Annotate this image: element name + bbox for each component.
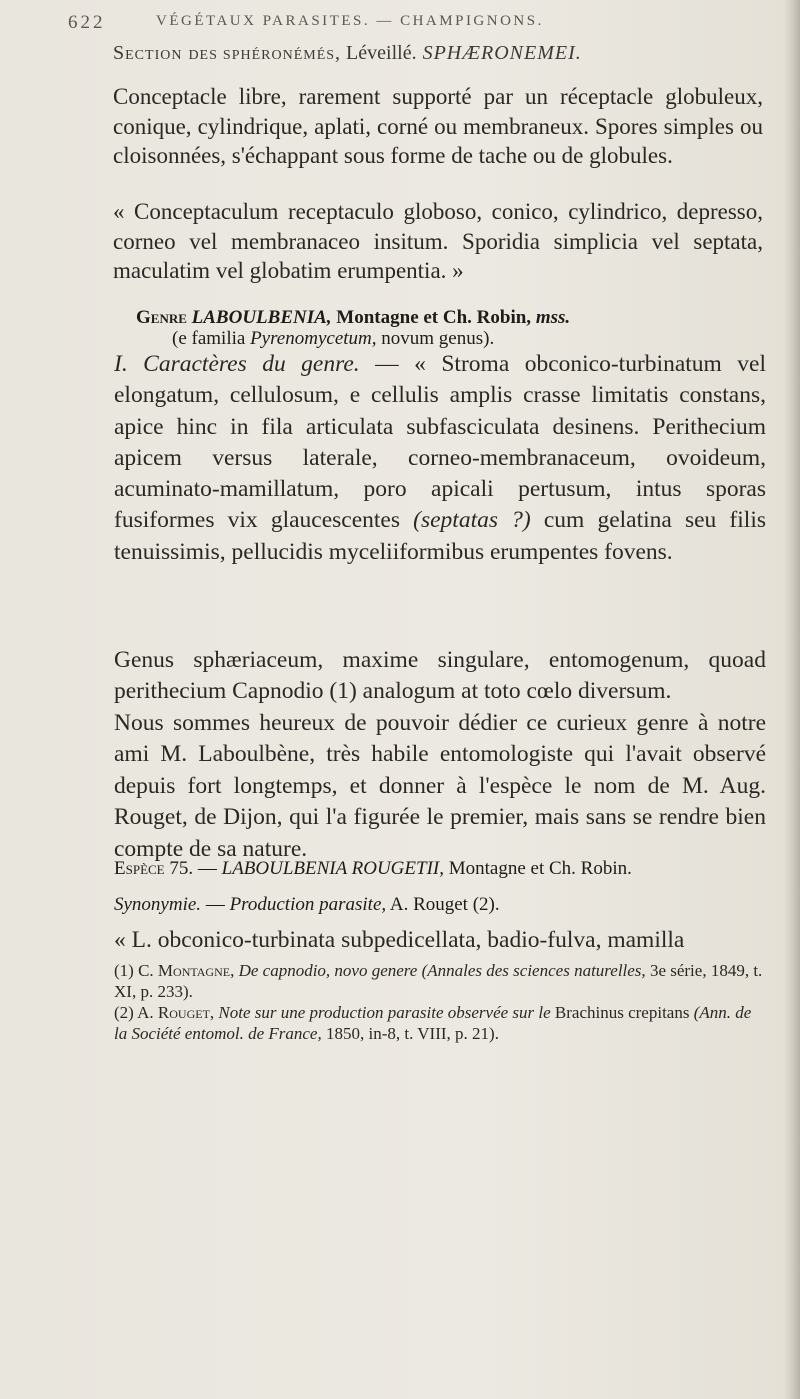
footnote-2-pre: (2) A. [114, 1003, 158, 1022]
species-authors: Montagne et Ch. Robin. [443, 858, 632, 879]
footnote-2-title: Note sur une production parasite observée sur le [214, 1003, 551, 1022]
section-prefix: Section des [113, 42, 218, 64]
synonymy-author: A. Rouget (2). [386, 894, 500, 915]
section-name: sphéronémés, [222, 42, 342, 64]
footnote-1-author: Montagne, [157, 961, 235, 980]
footnote-1 [114, 961, 766, 1002]
paragraph-caracteres [114, 349, 766, 568]
section-latin: SPHÆRONEMEI. [416, 42, 582, 64]
paragraph-definition-la: « Conceptaculum receptaculo globoso, conico, cylindrico, depresso, corneo vel membranaceo insitum. Sporidia simplicia vel septata, maculatim vel globatim erumpentia. » [113, 199, 763, 284]
genre-name: LABOULBENIA, [186, 307, 332, 328]
page-edge-shadow [784, 0, 800, 1399]
caracteres-text2: cum gelatina seu filis tenuissimis, pellucidis myceliiformibus erumpentes fovens. [114, 507, 766, 565]
genre-label: Genre [136, 307, 187, 328]
caracteres-text1: « Stroma obconico-turbinatum vel elongatum, cellulosum, e cellulis amplis crasse limitatis constans, apice hinc in fila articulata subfasciculata desinens. Perithecium apicem versus laterale, corneo-membranaceum, ovoideum, acuminato-mamillatum, poro apicali pertusum, intus sporas fusiformes vix glaucescentes [114, 351, 766, 534]
paragraph-definition-fr: Conceptacle libre, rarement supporté par un réceptacle globuleux, conique, cylindrique, aplati, corné ou membraneux. Spores simples ou cloisonnées, s'échappant sous forme de tache ou de globules. [113, 84, 763, 169]
section-author: Léveillé. [341, 42, 417, 64]
genre-family-post: novum genus). [376, 328, 495, 349]
genre-heading [136, 307, 766, 349]
genre-family-name: Pyrenomycetum, [250, 328, 377, 349]
footnote-1-title: De capnodio, novo genere (Annales des sciences naturelles, [234, 961, 646, 980]
genre-mss: mss. [531, 307, 571, 328]
paragraph-species-description: « L. obconico-turbinata subpedicellata, badio-fulva, mamilla [114, 927, 685, 953]
paragraph-dedication: Nous sommes heureux de pouvoir dédier ce curieux genre à notre ami M. Laboulbène, très habile entomologiste qui l'avait observé depuis fort longtemps, et donner à l'espèce le nom de M. Aug. Rouget, de Dijon, qui l'a figurée le premier, mais sans se rendre bien compte de sa nature. [114, 710, 766, 862]
synonymy-dash: — [201, 894, 230, 915]
species-dash: — [193, 858, 222, 879]
paragraph-genus: Genus sphæriaceum, maxime singulare, entomogenum, quoad perithecium Capnodio (1) analogum at toto cœlo diversum. [114, 647, 766, 705]
running-title: VÉGÉTAUX PARASITES. — CHAMPIGNONS. [156, 13, 544, 29]
synonymy-label: Synonymie. [114, 894, 202, 915]
genre-family-pre: (e familia [172, 328, 251, 349]
section-title [113, 42, 763, 65]
footnote-2-author: Rouget, [157, 1003, 215, 1022]
footnote-2-journal: (Ann. de la Société entomol. de France, [114, 1003, 752, 1043]
species-name: LABOULBENIA ROUGETII, [221, 858, 444, 879]
page-number: 622 [68, 12, 106, 33]
caracteres-italic: (septatas ?) [413, 507, 531, 534]
species-heading [114, 858, 766, 880]
footnote-2-species: Brachinus crepitans [550, 1003, 690, 1022]
footnote-2-end: 1850, in-8, t. VIII, p. 21). [321, 1023, 499, 1043]
footnote-2 [114, 1003, 766, 1044]
footnotes [114, 961, 766, 1044]
footnote-1-post: 3e série, 1849, t. XI, p. 233). [114, 961, 763, 1001]
genre-authors: Montagne et Ch. Robin, [331, 307, 532, 328]
running-header [68, 6, 768, 40]
species-label: Espèce 75. [114, 858, 194, 879]
caracteres-heading: I. Caractères du genre. [114, 351, 360, 377]
synonymy-text: Production parasite, [229, 894, 387, 915]
footnote-1-pre: (1) C. [114, 961, 158, 980]
synonymy-line [114, 894, 766, 916]
caracteres-dash: — [359, 351, 415, 377]
